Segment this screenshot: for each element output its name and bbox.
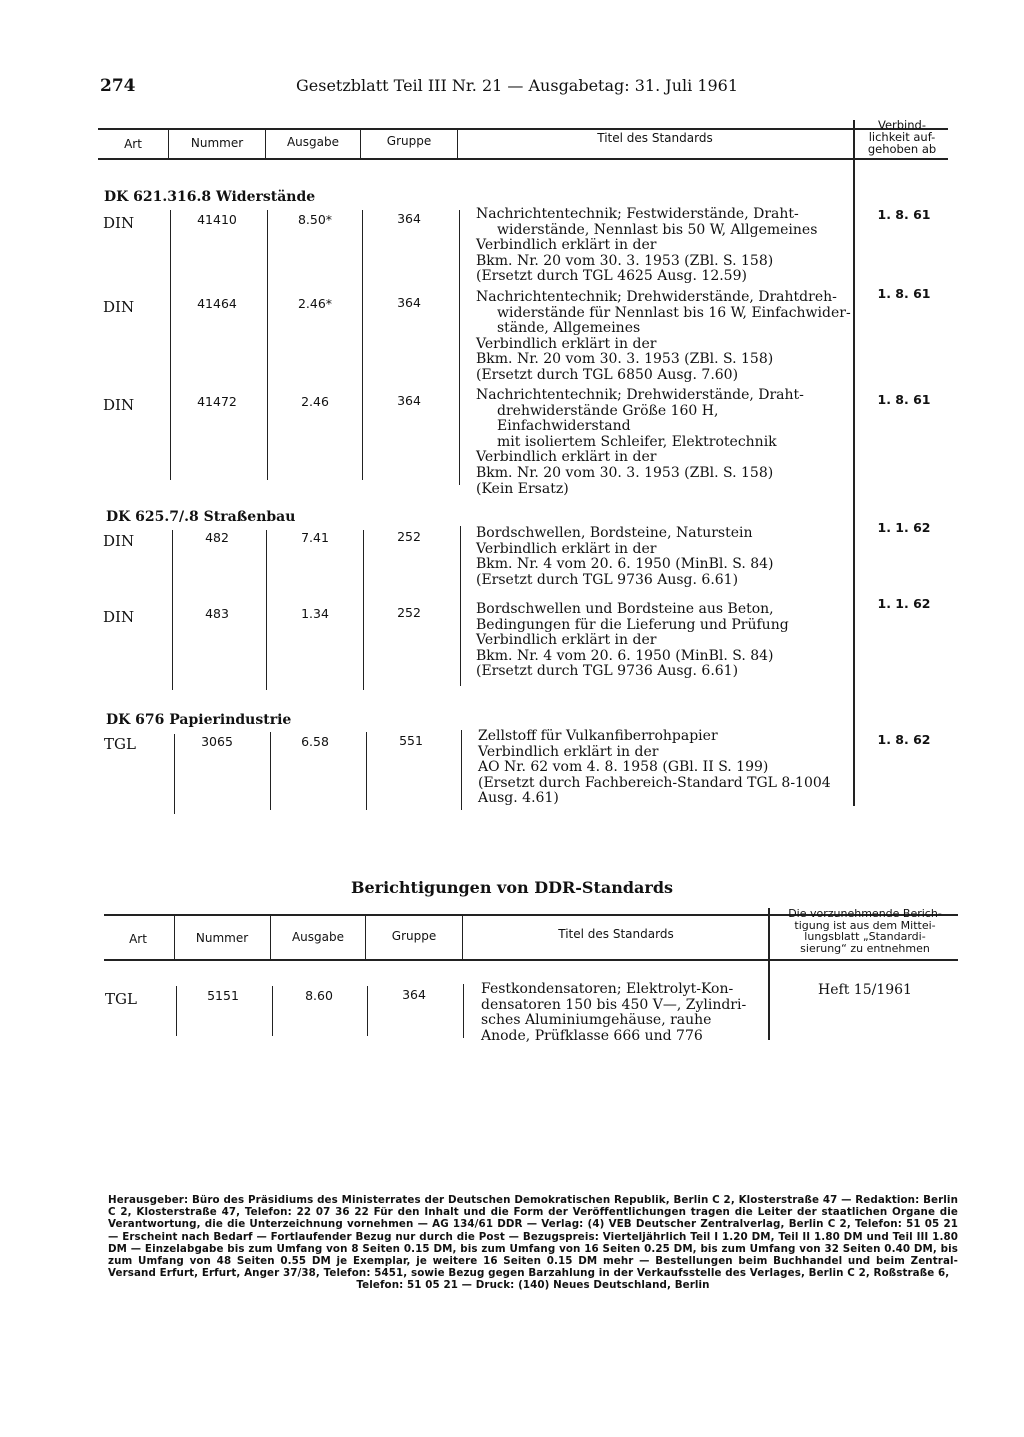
col-header-nummer: Nummer [190,136,244,150]
row-ausgabe: 7.41 [301,530,329,545]
column-rule [459,210,460,485]
title-line: Festkondensatoren; Elektrolyt-Kon- [481,981,734,997]
col-header-gruppe: Gruppe [391,929,437,943]
col-header-titel: Titel des Standards [597,131,713,145]
row-art: DIN [103,532,135,550]
column-rule [363,530,364,690]
title-line: Bordschwellen und Bordsteine aus Beton, [476,601,774,617]
row-ausgabe: 2.46 [301,394,329,409]
row-art: DIN [103,396,135,414]
imprint-last-line: Telefon: 51 05 21 — Druck: (140) Neues Deutschland, Berlin [356,1279,710,1292]
col-header-berichtigung-line: Die vorzunehmende Berich- [788,907,942,920]
col-header-verbindlich-line: lichkeit auf- [868,130,936,144]
row-title [476,207,856,285]
row-art: DIN [103,608,135,626]
header-divider [270,916,271,959]
col-header-ausgabe: Ausgabe [286,135,340,149]
column-rule [266,530,267,690]
column-rule [267,210,268,480]
row-gruppe: 364 [397,295,421,310]
col-header-verbindlich-line: Verbind- [877,118,926,132]
section-heading: DK 625.7/.8 Straßenbau [106,509,296,525]
row-gruppe: 364 [397,393,421,408]
title-line: Verbindlich erklärt in der [478,743,659,760]
row-gruppe: 551 [399,733,423,748]
column-rule [272,986,273,1036]
title-line: AO Nr. 62 vom 4. 8. 1958 (GBl. II S. 199) [478,759,769,776]
row-heft: Heft 15/1961 [818,982,912,998]
title-line: Verbindlich erklärt in der [476,540,657,557]
row-date: 1. 8. 62 [877,732,931,747]
title-line: Bkm. Nr. 20 vom 30. 3. 1953 (ZBl. S. 158) [476,464,774,481]
title-line: Bkm. Nr. 20 vom 30. 3. 1953 (ZBl. S. 158) [476,252,774,269]
row-art: DIN [103,214,135,232]
title-line: Bkm. Nr. 4 vom 20. 6. 1950 (MinBl. S. 84) [476,647,774,664]
title-line: (Ersetzt durch TGL 6850 Ausg. 7.60) [476,366,739,383]
col-header-ausgabe: Ausgabe [291,930,345,944]
row-nummer: 41472 [197,394,237,409]
title-line: (Ersetzt durch TGL 4625 Ausg. 12.59) [476,268,747,285]
row-gruppe: 364 [402,987,426,1002]
col-header-art: Art [124,137,142,151]
row-ausgabe: 6.58 [301,734,329,749]
title-line: Verbindlich erklärt in der [476,237,657,254]
title-line: drehwiderstände Größe 160 H, Einfachwiderstand [497,402,719,435]
row-date: 1. 8. 61 [877,207,931,222]
column-rule [362,210,363,480]
title-line: Bkm. Nr. 4 vom 20. 6. 1950 (MinBl. S. 84) [476,556,774,573]
header-divider [174,916,175,959]
col-header-berichtigung-line: sierung“ zu entnehmen [800,941,930,955]
column-rule [461,730,462,810]
title-line: Bordschwellen, Bordsteine, Naturstein [476,525,753,541]
row-ausgabe: 8.60 [305,988,333,1003]
title-line: Anode, Prüfklasse 666 und 776 [481,1027,703,1044]
header-divider [462,916,463,959]
col-header-verbindlich-line: gehoben ab [867,142,937,156]
row-title [476,388,856,497]
table2-header-bottom-rule [104,959,958,961]
row-gruppe: 252 [397,529,421,544]
page-number: 274 [100,76,136,96]
column-rule [460,526,461,686]
title-line: Nachrichtentechnik; Drehwiderstände, Draht- [476,387,804,403]
title-line: stände, Allgemeines [497,320,641,337]
col-header-berichtigung-line: lungsblatt „Standardi- [804,930,926,943]
title-line: Bedingungen für die Lieferung und Prüfung [476,616,789,633]
row-gruppe: 364 [397,211,421,226]
title-line: Nachrichtentechnik; Festwiderstände, Draht- [476,206,799,222]
row-title [476,526,856,588]
header-divider [168,130,169,158]
row-art: TGL [104,735,136,753]
table-header-bottom-rule [98,158,948,160]
imprint-text: Herausgeber: Büro des Präsidiums des Ministerrates der Deutschen Demokratischen Republik, Berlin C 2, Klosterstraße 47 — Redaktion: Berlin C 2, Klosterstraße 47, Telefon: 22 07 36 22 Für den Inhalt und die Form der Veröffentlichungen tragen die Leiter der staatlichen Organe die Verantwortung, die die Unterzeichnung vornehmen — AG 134/61 DDR — Verlag: (4) VEB Deutscher Zentralverlag, Berlin C 2, Telefon: 51 05 21 — Erscheint nach Bedarf — Fortlaufender Bezug nur durch die Post — Bezugspreis: Vierteljährlich Teil I 1.20 DM, Teil II 1.80 DM und Teil III 1.80 DM — Einzelabgabe bis zum Umfang von 8 Seiten 0.15 DM, bis zum Umfang von 16 Seiten 0.25 DM, bis zum Umfang von 32 Seiten 0.40 DM, bis zum Umfang von 48 Seiten 0.55 DM je Exemplar, je weitere 16 Seiten 0.15 DM mehr — Bestellungen beim Buchhandel und beim Zentral-Versand Erfurt, Erfurt, Anger 37/38, Telefon: 5451, sowie Bezug gegen Barzahlung in der Verkaufsstelle des Verlages, Berlin C 2, Roßstraße 6, [108,1194,958,1280]
row-title [476,602,856,680]
row-nummer: 5151 [207,988,239,1003]
title-line: Verbindlich erklärt in der [476,449,657,466]
column-rule [170,210,171,480]
title-line: densatoren 150 bis 450 V—, Zylindri- [481,996,747,1013]
row-date: 1. 8. 61 [877,286,931,301]
column-rule [172,530,173,690]
column-rule [176,986,177,1036]
gazette-header-title: Gesetzblatt Teil III Nr. 21 — Ausgabetag: 31. Juli 1961 [296,76,739,95]
title-line: (Ersetzt durch TGL 9736 Ausg. 6.61) [476,663,739,680]
col-header-verbindlich [856,119,948,155]
row-title [478,729,858,807]
imprint [108,1194,958,1292]
row-date: 1. 8. 61 [877,392,931,407]
header-divider [360,130,361,158]
row-date: 1. 1. 62 [877,520,931,535]
row-date: 1. 1. 62 [877,596,931,611]
row-gruppe: 252 [397,605,421,620]
col-header-titel: Titel des Standards [558,927,674,941]
title-line: widerstände, Nennlast bis 50 W, Allgemeines [497,221,818,238]
row-title [481,982,771,1044]
row-nummer: 483 [205,606,229,621]
section-heading: DK 621.316.8 Widerstände [104,189,316,205]
col-header-art: Art [129,932,147,946]
col-header-berichtigung [772,908,958,954]
column-rule [366,732,367,810]
row-nummer: 3065 [201,734,233,749]
title-line: (Ersetzt durch Fachbereich-Standard TGL 8-1004 [478,774,831,791]
title-line: widerstände für Nennlast bis 16 W, Einfachwider- [497,304,851,321]
title-line: Verbindlich erklärt in der [476,632,657,649]
row-nummer: 482 [205,530,229,545]
table-top-rule [98,128,948,130]
title-line: (Kein Ersatz) [476,480,569,497]
header-divider [457,130,458,158]
title-line: Zellstoff für Vulkanfiberrohpapier [478,728,718,744]
row-art: TGL [105,990,137,1008]
column-rule [463,984,464,1038]
title-line: Nachrichtentechnik; Drehwiderstände, Drahtdreh- [476,289,837,305]
title-line: Ausg. 4.61) [478,790,559,807]
col-header-berichtigung-line: tigung ist aus dem Mittei- [794,918,936,932]
title-line: mit isoliertem Schleifer, Elektrotechnik [497,433,777,450]
row-title [476,290,856,384]
col-header-nummer: Nummer [195,931,249,945]
row-ausgabe: 1.34 [301,606,329,621]
corrections-heading: Berichtigungen von DDR-Standards [350,878,674,897]
row-nummer: 41410 [197,212,237,227]
column-rule [270,732,271,810]
row-nummer: 41464 [197,296,237,311]
section-heading: DK 676 Papierindustrie [106,712,292,728]
row-ausgabe: 2.46* [297,296,333,311]
title-line: (Ersetzt durch TGL 9736 Ausg. 6.61) [476,571,739,588]
row-art: DIN [103,298,135,316]
title-line: sches Aluminiumgehäuse, rauhe [481,1012,712,1029]
column-rule [174,734,175,814]
column-rule [367,986,368,1036]
header-divider [365,916,366,959]
title-line: Bkm. Nr. 20 vom 30. 3. 1953 (ZBl. S. 158) [476,351,774,368]
row-ausgabe: 8.50* [297,212,333,227]
col-header-gruppe: Gruppe [386,134,432,148]
title-line: Verbindlich erklärt in der [476,335,657,352]
